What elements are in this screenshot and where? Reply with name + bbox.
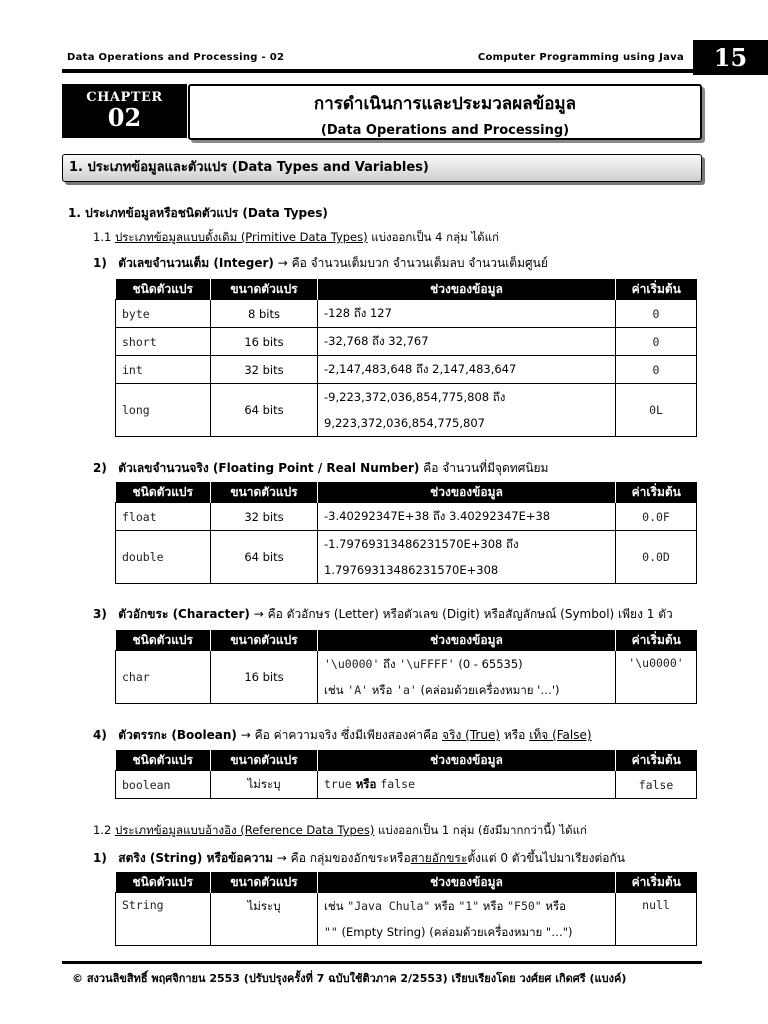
chapter-title-box [188,84,702,140]
footer-copyright: © สงวนลิขสิทธิ์ พฤศจิกายน 2553 (ปรับปรุงครั้งที่ 7 ฉบับใช้ติวภาค 2/2553) เรียบเรียงโดย วงศ์ยศ เกิดศรี (แบงค์) [72,972,627,985]
float-types-table [115,482,697,584]
integer-types-table [115,279,697,437]
table-row: int 32 bits -2,147,483,648 ถึง 2,147,483,647 0 [116,356,697,384]
running-header-left: Data Operations and Processing - 02 [67,52,285,63]
table-row: byte 8 bits -128 ถึง 127 0 [116,300,697,328]
group-char-heading: 3) ตัวอักขระ (Character) → คือ ตัวอักษร (Letter) หรือตัวเลข (Digit) หรือสัญลักษณ์ (Symbol) เพียง 1 ตัว [93,607,673,621]
table-row: short 16 bits -32,768 ถึง 32,767 0 [116,328,697,356]
group-string-heading: 1) สตริง (String) หรือข้อความ → คือ กลุ่มของอักขระหรือสายอักขระตั้งแต่ 0 ตัวขึ้นไปมาเรียงต่อกัน [93,851,625,865]
group-integer-heading: 1) ตัวเลขจำนวนเต็ม (Integer) → คือ จำนวนเต็มบวก จำนวนเต็มลบ จำนวนเต็มศูนย์ [93,256,548,270]
chapter-title-english: (Data Operations and Processing) [320,123,570,138]
header-rule [62,69,702,73]
table-row: float 32 bits -3.40292347E+38 ถึง 3.40292347E+38 0.0F [116,503,697,531]
group-boolean-heading: 4) ตัวตรรกะ (Boolean) → คือ ค่าความจริง ซึ่งมีเพียงสองค่าคือ จริง (True) หรือ เท็จ (False) [93,728,592,742]
table-header-row: ชนิดตัวแปร ขนาดตัวแปร ช่วงของข้อมูล ค่าเริ่มต้น [116,750,697,771]
section-heading: 1. ประเภทข้อมูลและตัวแปร (Data Types and Variables) [62,154,702,182]
table-row: String ไม่ระบุ เช่น "Java Chula" หรือ "1" หรือ "F50" หรือ "" (Empty String) (คล่อมด้วยเครื่องหมาย "…") null [116,893,697,946]
table-header-row: ชนิดตัวแปร ขนาดตัวแปร ช่วงของข้อมูล ค่าเริ่มต้น [116,279,697,300]
table-header-row: ชนิดตัวแปร ขนาดตัวแปร ช่วงของข้อมูล ค่าเริ่มต้น [116,630,697,651]
subsection-1-2: 1.2 ประเภทข้อมูลแบบอ้างอิง (Reference Data Types) แบ่งออกเป็น 1 กลุ่ม (ยังมีมากกว่านี้) ได้แก่ [93,823,587,837]
char-type-table [115,630,697,704]
chapter-badge [62,84,187,138]
footer-rule [62,961,702,964]
table-row: double 64 bits -1.79769313486231570E+308 ถึง 1.79769313486231570E+308 0.0D [116,531,697,584]
table-header-row: ชนิดตัวแปร ขนาดตัวแปร ช่วงของข้อมูล ค่าเริ่มต้น [116,482,697,503]
subsection-1-1: 1.1 ประเภทข้อมูลแบบดั้งเดิม (Primitive Data Types) แบ่งออกเป็น 4 กลุ่ม ได้แก่ [93,230,499,244]
group-float-heading: 2) ตัวเลขจำนวนจริง (Floating Point / Real Number) คือ จำนวนที่มีจุดทศนิยม [93,461,549,475]
subsection-heading: 1. ประเภทข้อมูลหรือชนิดตัวแปร (Data Types) [68,206,328,220]
page-number: 15 [693,40,768,75]
string-type-table [115,872,697,946]
running-header-right: Computer Programming using Java [477,52,684,63]
table-header-row: ชนิดตัวแปร ขนาดตัวแปร ช่วงของข้อมูล ค่าเริ่มต้น [116,872,697,893]
table-row: char 16 bits '\u0000' ถึง '\uFFFF' (0 - 65535) เช่น 'A' หรือ 'a' (คล่อมด้วยเครื่องหมาย '…') '\u0000' [116,651,697,704]
chapter-number: 02 [107,103,142,132]
chapter-title-thai: การดำเนินการและประมวลผลข้อมูล [313,94,577,114]
table-row: boolean ไม่ระบุ true หรือ false false [116,771,697,799]
boolean-type-table [115,750,697,799]
table-row: long 64 bits -9,223,372,036,854,775,808 ถึง 9,223,372,036,854,775,807 0L [116,384,697,437]
chapter-label: CHAPTER [86,90,163,105]
